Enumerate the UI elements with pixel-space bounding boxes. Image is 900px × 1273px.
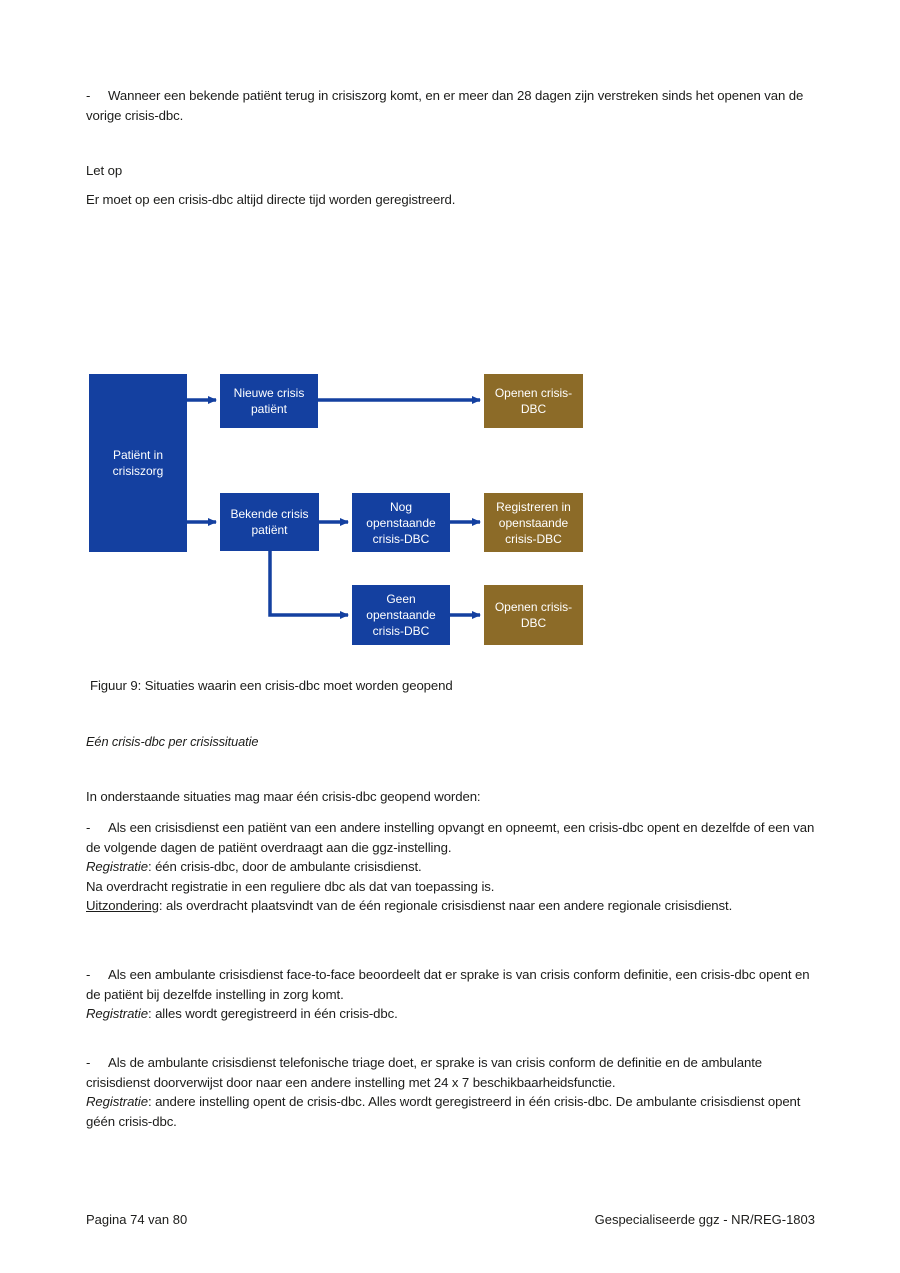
- registratie-line: [86, 1004, 816, 1024]
- figure-caption: Figuur 9: Situaties waarin een crisis-dbc moet worden geopend: [90, 678, 453, 693]
- registratie-label: Registratie: [86, 859, 148, 874]
- openen-crisis-dbc-top-label: Openen crisis-DBC: [494, 386, 573, 416]
- note-heading: Let op: [86, 163, 123, 178]
- bullet-item-2: [86, 965, 816, 1024]
- nog-openstaande-crisis-dbc-box: [352, 493, 450, 552]
- bullet-dash: -: [86, 820, 91, 835]
- registratie-rest: : één crisis-dbc, door de ambulante crisisdienst.: [147, 859, 422, 874]
- registratie-rest: : andere instelling opent de crisis-dbc. Alles wordt geregistreerd in één crisis-dbc. De ambulante crisisdienst opent géén crisis-dbc.: [86, 1094, 801, 1129]
- note-text: Er moet op een crisis-dbc altijd directe tijd worden geregistreerd.: [86, 192, 456, 207]
- registratie-line: [86, 857, 816, 877]
- bullet-text: Als een ambulante crisisdienst face-to-face beoordeelt dat er sprake is van crisis conform definitie, een crisis-dbc opent en de patiënt bij dezelfde instelling in zorg komt.: [86, 967, 810, 1002]
- uitzondering-rest: : als overdracht plaatsvindt van de één regionale crisisdienst naar een andere regionale crisisdienst.: [158, 898, 733, 913]
- section-intro: In onderstaande situaties mag maar één crisis-dbc geopend worden:: [86, 789, 481, 804]
- bekende-crisis-patient-box: [220, 493, 319, 551]
- footer-document-reference: Gespecialiseerde ggz - NR/REG-1803: [594, 1212, 815, 1227]
- registratie-label: Registratie: [86, 1094, 148, 1109]
- overdracht-text: Na overdracht registratie in een reguliere dbc als dat van toepassing is.: [86, 878, 495, 894]
- registratie-line: [86, 1092, 816, 1131]
- uitzondering-line: [86, 896, 816, 916]
- registratie-label: Registratie: [86, 1006, 148, 1021]
- openen-crisis-dbc-top-box: [484, 374, 583, 428]
- top-bullet-paragraph: [86, 86, 816, 125]
- registratie-rest: : alles wordt geregistreerd in één crisis-dbc.: [147, 1006, 398, 1021]
- openen-crisis-dbc-bottom-box: [484, 585, 583, 645]
- overdracht-line: [86, 877, 816, 897]
- uitzondering-label: Uitzondering: [86, 898, 159, 913]
- registreren-in-openstaande-crisis-dbc-label: Registreren in openstaande crisis-DBC: [496, 499, 571, 546]
- bullet-item-1: [86, 818, 816, 916]
- registreren-in-openstaande-crisis-dbc-box: [484, 493, 583, 552]
- bekende-crisis-patient-label: Bekende crisis patiënt: [230, 507, 309, 537]
- nieuwe-crisis-patient-box: [220, 374, 318, 428]
- geen-openstaande-crisis-dbc-box: [352, 585, 450, 645]
- patient-in-crisiszorg-label: Patiënt in crisiszorg: [112, 448, 164, 478]
- bullet-text: Als de ambulante crisisdienst telefonische triage doet, er sprake is van crisis conform de definitie en de ambulante crisisdienst doorverwijst door naar een andere instelling met 24 x 7 beschikbaarheidsfunctie.: [86, 1055, 762, 1090]
- bullet-dash: -: [86, 88, 91, 103]
- top-bullet-text: Wanneer een bekende patiënt terug in crisiszorg komt, en er meer dan 28 dagen zijn verstreken sinds het openen van de vorige crisis-dbc.: [86, 88, 804, 123]
- footer-page-number: Pagina 74 van 80: [86, 1212, 188, 1227]
- nieuwe-crisis-patient-label: Nieuwe crisis patiënt: [233, 386, 305, 416]
- openen-crisis-dbc-bottom-label: Openen crisis-DBC: [494, 600, 573, 630]
- bullet-dash: -: [86, 967, 91, 982]
- section-heading: Eén crisis-dbc per crisissituatie: [86, 734, 259, 749]
- patient-in-crisiszorg-box: [89, 374, 187, 552]
- nog-openstaande-crisis-dbc-label: Nog openstaande crisis-DBC: [366, 499, 436, 546]
- bullet-dash: -: [86, 1055, 91, 1070]
- bullet-text: Als een crisisdienst een patiënt van een andere instelling opvangt en opneemt, een crisis-dbc opent en dezelfde of een van de volgende dagen de patiënt overdraagt aan die ggz-instelling.: [86, 820, 815, 855]
- figure-9-flowchart: [89, 374, 583, 645]
- geen-openstaande-crisis-dbc-label: Geen openstaande crisis-DBC: [366, 592, 436, 638]
- bullet-item-3: [86, 1053, 816, 1131]
